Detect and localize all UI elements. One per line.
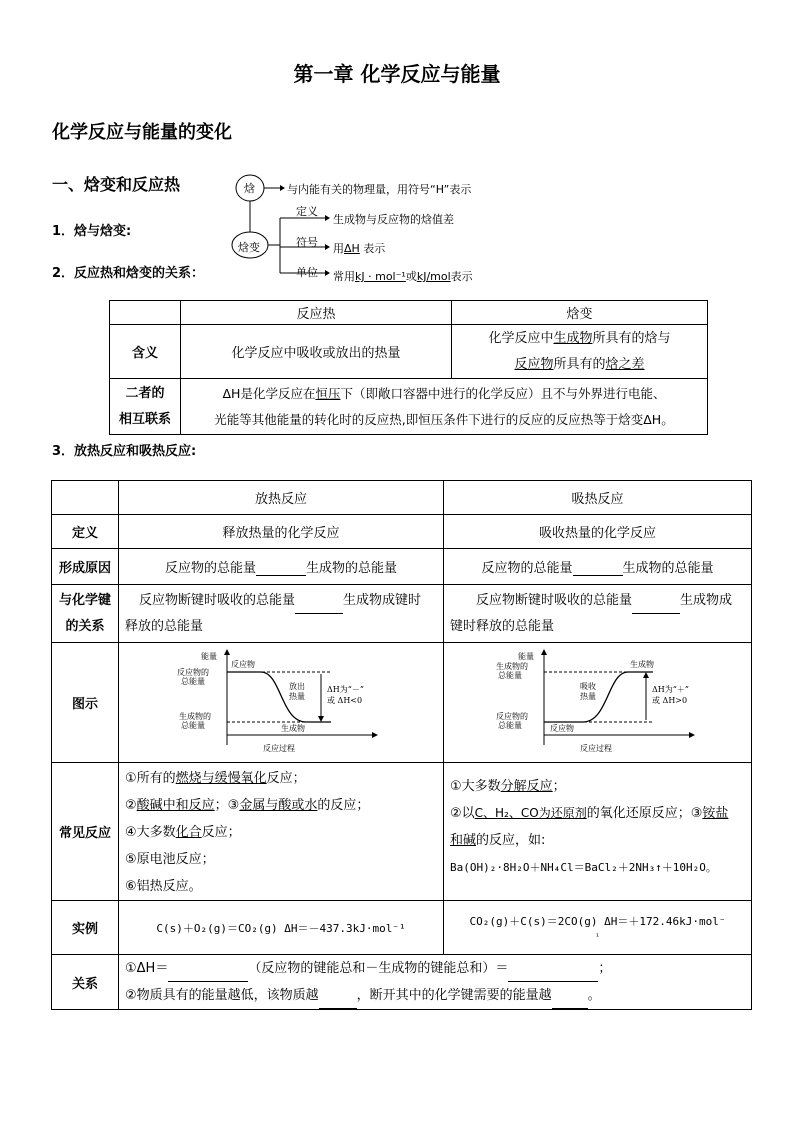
endo-reactant-label: 反应物 — [549, 723, 574, 733]
row-figure-endo — [444, 643, 752, 763]
row-relation-head: 关系 — [52, 955, 119, 1010]
item-2-heading: 2．反应热和焓变的关系： — [52, 266, 205, 281]
exo-product-label: 生成物 — [281, 723, 305, 733]
row-figure-exo — [119, 643, 444, 763]
endo-product-label: 生成物 — [629, 659, 654, 669]
endo-dh-1: ΔH为“＋” — [651, 684, 689, 694]
endo-product-total-2: 总能量 — [497, 670, 522, 680]
endo-dh-2: 或 ΔH>0 — [651, 695, 687, 705]
row-common-head: 常见反应 — [52, 763, 119, 901]
row-common-exo: ①所有的燃烧与缓慢氧化反应； ②酸碱中和反应；③金属与酸或水的反应； ④大多数化合反应； ⑤原电池反应； ⑥铝热反应。 — [119, 763, 444, 901]
enthalpy-node: 焓 — [244, 182, 255, 195]
row-common-endo: ①大多数分解反应； ②以C、H₂、CO为还原剂的氧化还原反应；③铵盐 和碱的反应，如: Ba(OH)₂·8H₂O＋NH₄Cl＝BaCl₂＋2NH₃↑＋10H₂O。 — [444, 763, 752, 901]
exo-dh-1: ΔH为“－” — [327, 684, 364, 694]
exo-ylabel: 能量 — [201, 651, 217, 661]
item-1-heading: 1．焓与焓变: — [52, 224, 132, 239]
row-cause-head: 形成原因 — [52, 549, 119, 585]
endo-heat-2: 热量 — [579, 691, 596, 701]
row-relation-text: ①ΔH＝ （反应物的键能总和－生成物的键能总和）＝ ； ②物质具有的能量越低，该物质越 ，断开其中的化学键需要的能量越 。 — [119, 955, 752, 1010]
row-definition-endo: 吸收热量的化学反应 — [444, 515, 752, 549]
chapter-title: 第一章 化学反应与能量 — [293, 62, 501, 86]
exo-xlabel: 反应过程 — [263, 743, 295, 753]
exo-heat-2: 热量 — [289, 691, 305, 701]
exo-reactant-label: 反应物 — [231, 659, 255, 669]
row-bond-head: 与化学键 的关系 — [52, 585, 119, 643]
endo-reactant-total-2: 总能量 — [497, 720, 522, 730]
exo-endo-table — [51, 480, 752, 1010]
branch-symbol-text: 用ΔH 表示 — [333, 242, 386, 255]
row-cause-endo: 反应物的总能量 生成物的总能量 — [444, 549, 752, 585]
exo-product-total-2: 总能量 — [181, 720, 205, 730]
row-definition-exo: 释放热量的化学反应 — [119, 515, 444, 549]
branch-definition-text: 生成物与反应物的焓值差 — [333, 213, 454, 226]
row-meaning-enthalpy: 化学反应中生成物所具有的焓与 反应物所具有的焓之差 — [452, 325, 708, 379]
row-meaning-head: 含义 — [110, 325, 181, 379]
enthalpy-change-node: 焓变 — [238, 241, 260, 254]
col-endothermic: 吸热反应 — [444, 481, 752, 515]
branch-symbol: 符号 — [296, 236, 318, 249]
exothermic-diagram — [171, 647, 391, 755]
item-3-heading: 3．放热反应和吸热反应: — [52, 444, 197, 459]
enthalpy-description: 与内能有关的物理量，用符号“H”表示 — [287, 183, 472, 196]
endo-product-total-1: 生成物的 — [495, 661, 528, 671]
row-example-head: 实例 — [52, 901, 119, 955]
exo-reactant-total-2: 总能量 — [181, 676, 205, 686]
endo-ylabel: 能量 — [517, 651, 534, 661]
subsection-title: 一、焓变和反应热 — [52, 175, 181, 194]
row-example-endo: CO₂(g)＋C(s)＝2CO(g) ΔH＝＋172.46kJ·mol⁻ ¹ — [444, 901, 752, 955]
heat-enthalpy-table — [109, 300, 708, 435]
row-bond-endo: 反应物断键时吸收的总能量 生成物成 键时释放的总能量 — [444, 585, 752, 643]
exo-product-total-1: 生成物的 — [179, 711, 211, 721]
row-bond-exo: 反应物断键时吸收的总能量 生成物成键时 释放的总能量 — [119, 585, 444, 643]
row-figure-head: 图示 — [52, 643, 119, 763]
endothermic-diagram — [488, 647, 708, 755]
row-example-exo: C(s)＋O₂(g)＝CO₂(g) ΔH＝－437.3kJ·mol⁻¹ — [119, 901, 444, 955]
col-reaction-heat: 反应热 — [181, 301, 452, 325]
col-exothermic: 放热反应 — [119, 481, 444, 515]
branch-definition: 定义 — [296, 205, 318, 218]
exo-reactant-total-1: 反应物的 — [177, 667, 209, 677]
col-enthalpy-change: 焓变 — [452, 301, 708, 325]
row-cause-exo: 反应物的总能量 生成物的总能量 — [119, 549, 444, 585]
row-meaning-heat: 化学反应中吸收或放出的热量 — [181, 325, 452, 379]
row-relation-head: 二者的 相互联系 — [110, 379, 181, 435]
row-definition-head: 定义 — [52, 515, 119, 549]
row-relation-text: ΔH是化学反应在恒压下（即敞口容器中进行的化学反应）且不与外界进行电能、 光能等其他能量的转化时的反应热,即恒压条件下进行的反应的反应热等于焓变ΔH。 — [181, 379, 708, 435]
endo-xlabel: 反应过程 — [579, 743, 612, 753]
exo-dh-2: 或 ΔH<0 — [327, 695, 363, 705]
branch-unit-text: 常用kJ · mol⁻¹或kJ/mol表示 — [333, 270, 473, 283]
exo-heat-1: 放出 — [289, 681, 305, 691]
endo-heat-1: 吸收 — [579, 681, 596, 691]
branch-unit: 单位 — [296, 266, 318, 279]
section-title: 化学反应与能量的变化 — [52, 122, 232, 143]
endo-reactant-total-1: 反应物的 — [495, 711, 528, 721]
